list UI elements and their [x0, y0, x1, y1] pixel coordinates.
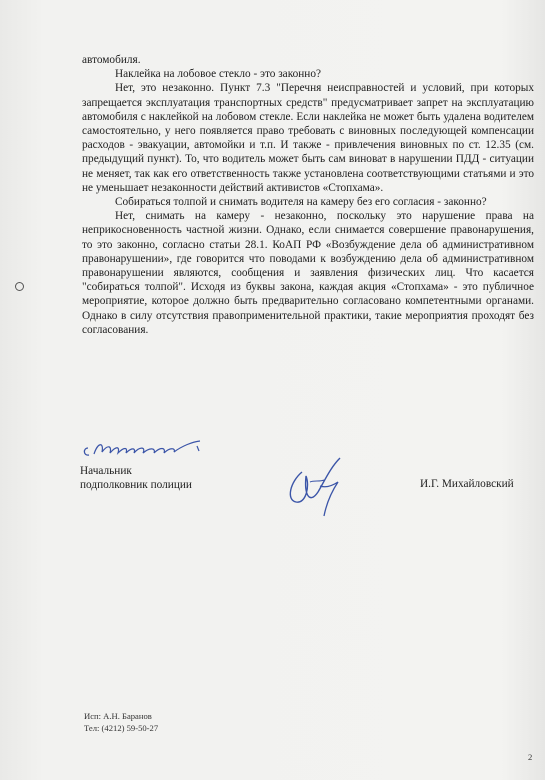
signatory-name: И.Г. Михайловский [420, 478, 514, 490]
executor-name: Исп: А.Н. Баранов [84, 711, 152, 721]
paragraph-continuation: автомобиля. [82, 54, 141, 66]
question-filming: Собираться толпой и снимать водителя на камеру без его согласия - законно? [115, 196, 487, 209]
question-sticker: Наклейка на лобовое стекло - это законно? [115, 68, 322, 81]
executor-phone: Тел: (4212) 59-50-27 [84, 722, 159, 733]
punch-hole [15, 282, 24, 291]
position-rank: подполковник полиции [80, 479, 192, 491]
signatory-position [80, 464, 192, 492]
letter-body [82, 53, 534, 337]
answer-filming: Нет, снимать на камеру - незаконно, поскольку это нарушение права на неприкосновенность частной жизни. Однако, если снимается совершение правонарушения, то это законно, согласно статьи 28.1. КоАП РФ «Возбуждение дела об административном правонарушении», где говорится что поводами к возбуждению дела об административном правонарушении являются, сообщения и заявления физических лиц. Что касается "собираться толпой". Исходя из буквы закона, каждая акция «Стопхама» - это публичное мероприятие, которое должно быть предварительно согласовано компетентными органами. Однако в силу отсутствия правоприменительной практики, такие мероприятия проходят без согласования. [82, 210, 534, 336]
executor-info [84, 711, 158, 734]
handwritten-regards [80, 432, 220, 462]
position-title: Начальник [80, 465, 132, 477]
answer-sticker: Нет, это незаконно. Пункт 7.3 "Перечня неисправностей и условий, при которых запрещается эксплуатация транспортных средств" предусматривает запрет на эксплуатацию автомобиля с наклейкой на лобовом стекле. Если наклейка не может быть удалена водителем самостоятельно, у него появляется право требовать с виновных последующей компенсации расходов - эвакуации, автомойки и т.п. И также - привлечения виновных по ст. 12.35 (см. предыдущий пункт). То, что водитель может быть сам виноват в нарушении ПДД - ситуации не меняет, так как его ответственность также установлена соответствующими статьями и это не уменьшает незаконности действий активистов «Стопхама». [82, 82, 534, 194]
page-number: 2 [528, 752, 533, 762]
signature-image [280, 452, 360, 520]
